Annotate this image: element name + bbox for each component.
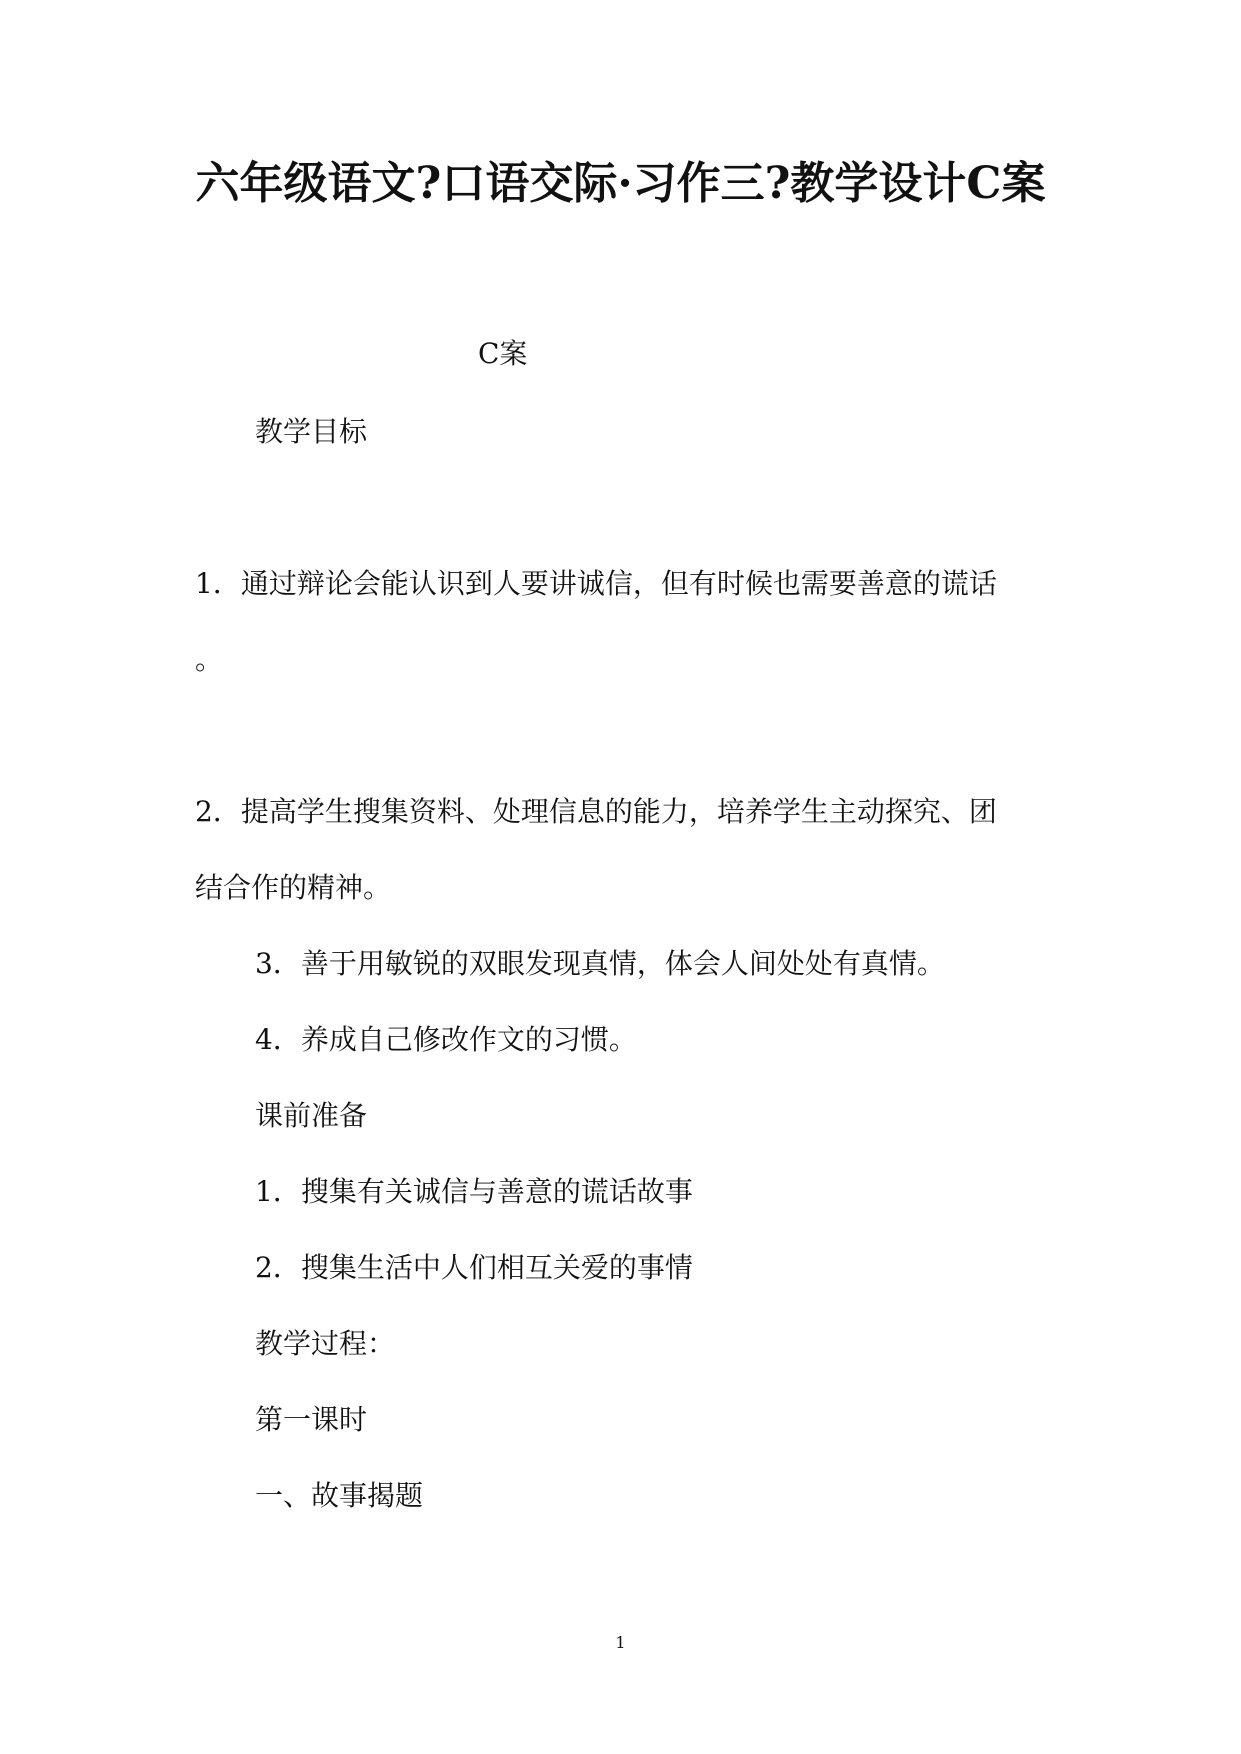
- section-heading-preparation: 课前准备: [255, 1099, 368, 1132]
- paragraph-line: 。: [195, 643, 224, 676]
- paragraph-line: 1．通过辩论会能认识到人要讲诚信，但有时候也需要善意的谎话: [195, 567, 997, 600]
- paragraph-line: 2．提高学生搜集资料、处理信息的能力，培养学生主动探究、团: [195, 795, 997, 828]
- document-title: 六年级语文?口语交际·习作三?教学设计C案: [195, 158, 1046, 209]
- paragraph-line: 3．善于用敏锐的双眼发现真情，体会人间处处有真情。: [255, 947, 945, 980]
- document-subtitle: C案: [478, 337, 528, 370]
- section-heading-objectives: 教学目标: [255, 415, 368, 448]
- page-number: 1: [615, 1633, 626, 1652]
- paragraph-line: 4．养成自己修改作文的习惯。: [255, 1023, 637, 1056]
- section-heading-step: 一、故事揭题: [255, 1479, 424, 1512]
- paragraph-line: 2．搜集生活中人们相互关爱的事情: [255, 1251, 693, 1284]
- section-heading-process: 教学过程：: [255, 1327, 396, 1360]
- paragraph-line: 结合作的精神。: [195, 871, 392, 904]
- paragraph-line: 1．搜集有关诚信与善意的谎话故事: [255, 1175, 693, 1208]
- section-heading-lesson: 第一课时: [255, 1403, 368, 1436]
